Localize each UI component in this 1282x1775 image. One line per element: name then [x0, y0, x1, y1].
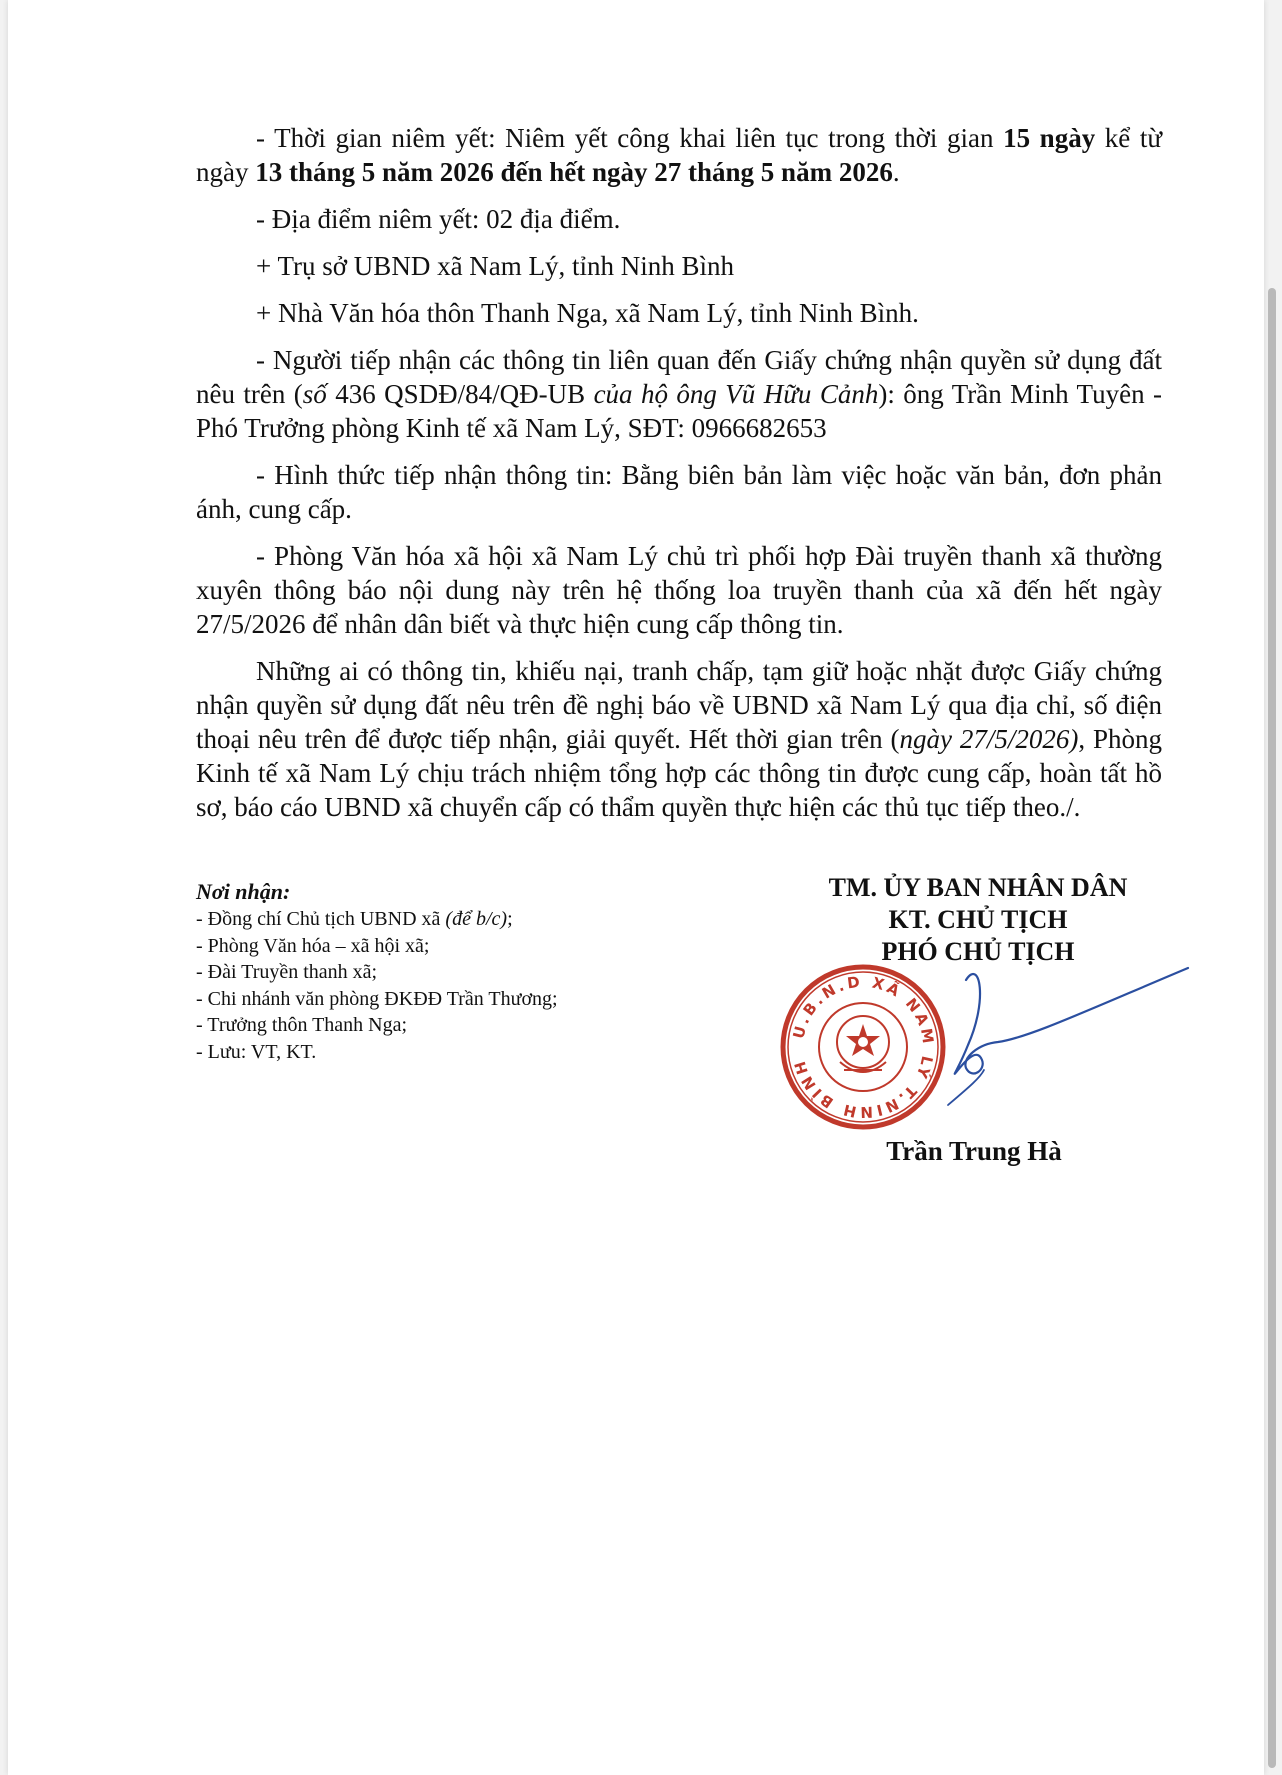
- paragraph-listing-time: - Thời gian niêm yết: Niêm yết công khai liên tục trong thời gian 15 ngày kể từ ngày 13 tháng 5 năm 2026 đến hết ngày 27 tháng 5 năm 2026.: [196, 123, 1162, 187]
- paragraph-receipt-form: - Hình thức tiếp nhận thông tin: Bằng biên bản làm việc hoặc văn bản, đơn phản ánh, cung cấp.: [196, 460, 1162, 524]
- recipient-item: - Lưu: VT, KT.: [196, 1040, 317, 1063]
- recipient-items: [196, 933, 656, 1066]
- recipient-item: - Trưởng thôn Thanh Nga;: [196, 1014, 408, 1037]
- signature-title-block: [778, 872, 1178, 968]
- svg-text:U.B.N.D XÃ NAM LÝ T.NINH BÌNH: U.B.N.D XÃ NAM LÝ T.NINH BÌNH: [789, 972, 938, 1122]
- signer-name: Trần Trung Hà: [886, 1136, 1062, 1166]
- recipients-heading: Nơi nhận:: [196, 879, 291, 904]
- signature-title-line2: KT. CHỦ TỊCH: [888, 905, 1068, 934]
- vertical-scrollbar[interactable]: [1268, 288, 1276, 1768]
- signature-title-line3: PHÓ CHỦ TỊCH: [881, 937, 1075, 966]
- document-page: [8, 0, 1264, 1775]
- handwritten-signature-icon: [908, 960, 1208, 1130]
- recipient-item: - Phòng Văn hóa – xã hội xã;: [196, 934, 430, 957]
- signature-title-line1: TM. ỦY BAN NHÂN DÂN: [828, 873, 1128, 902]
- paragraph-broadcast: - Phòng Văn hóa xã hội xã Nam Lý chủ trì phối hợp Đài truyền thanh xã thường xuyên thông báo nội dung này trên hệ thống loa truyền thanh của xã đến hết ngày 27/5/2026 để nhân dân biết và thực hiện cung cấp thông tin.: [196, 541, 1162, 639]
- recipient-item: - Chi nhánh văn phòng ĐKĐĐ Trần Thương;: [196, 987, 558, 1010]
- recipient-item: - Đài Truyền thanh xã;: [196, 961, 378, 984]
- paragraph-listing-location: - Địa điểm niêm yết: 02 địa điểm.: [256, 204, 621, 234]
- notice-body: [196, 121, 1162, 837]
- paragraph-contact-person: - Người tiếp nhận các thông tin liên quan đến Giấy chứng nhận quyền sử dụng đất nêu trên (số 436 QSDĐ/84/QĐ-UB của hộ ông Vũ Hữu Cảnh): ông Trần Minh Tuyên - Phó Trưởng phòng Kinh tế xã Nam Lý, SĐT: 0966682653: [196, 345, 1162, 443]
- paragraph-closing: Những ai có thông tin, khiếu nại, tranh chấp, tạm giữ hoặc nhặt được Giấy chứng nhận quyền sử dụng đất nêu trên đề nghị báo về UBND xã Nam Lý qua địa chỉ, số điện thoại nêu trên để được tiếp nhận, giải quyết. Hết thời gian trên (ngày 27/5/2026), Phòng Kinh tế xã Nam Lý chịu trách nhiệm tổng hợp các thông tin được cung cấp, hoàn tất hồ sơ, báo cáo UBND xã chuyển cấp có thẩm quyền thực hiện các thủ tục tiếp theo./.: [196, 656, 1162, 822]
- recipients-list: [196, 878, 656, 1066]
- recipient-item: - Đồng chí Chủ tịch UBND xã (để b/c);: [196, 908, 513, 930]
- paragraph-location-1: + Trụ sở UBND xã Nam Lý, tỉnh Ninh Bình: [256, 251, 735, 281]
- paragraph-location-2: + Nhà Văn hóa thôn Thanh Nga, xã Nam Lý, tỉnh Ninh Bình.: [256, 298, 919, 328]
